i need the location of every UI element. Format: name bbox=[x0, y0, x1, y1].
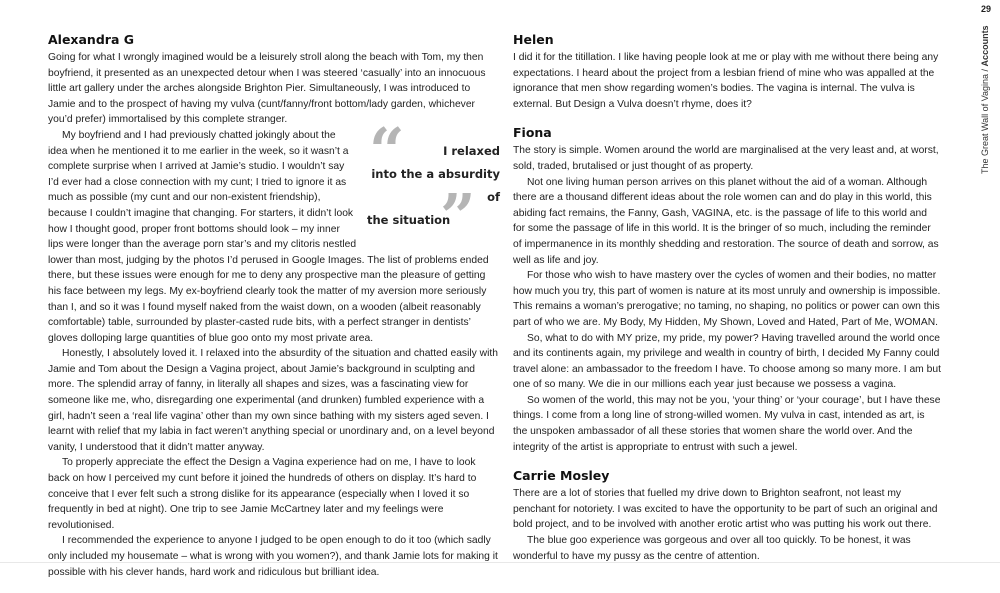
paragraph: I recommended the experience to anyone I judged to be open enough to do it too (which sadly only included my housemate – what is wrong with you women?), and thank Jamie lots for making it possible with his clever hands, hard work and ridiculous but brilliant idea. bbox=[48, 535, 498, 578]
account-heading-carrie: Carrie Mosley bbox=[513, 468, 610, 484]
paragraph: Not one living human person arrives on this planet without the aid of a woman. Although there are a thousand different ideas about the role women can and do play in this world, this abiding fact remains, the Fanny, Gash, VAGINA, etc. is the passage of life to this world and for some the passage of life in this world. It is the bringer of so much, including the reminder of impermanence in its monthly shedding and restoration. The source of death and sorrow, as well as life and joy. bbox=[513, 176, 939, 266]
paragraph: My boyfriend and I had previously chatted jokingly about the idea when he mentioned it to me earlier in the week, so it wasn’t a complete surprise when I arrived at Jamie’s studio. I wouldn’t say I’d ever had a close connection with my cunt; I tried to ignore it as much as possible (my cunt and our non-existent friendship), because I couldn’t imagine that changing. For starters, it didn’t look how I thought good, proper front bottoms should look – my inner lips were longer than the average porn star’s and my clitoris nestled lower than most, judging by the photos I’d perused in Google Images. The list of problems ended there, but these issues were enough for me to deny any prospective man the pleasure of getting his face between my legs. My ex-boyfriend clearly took the matter of my aversion more seriously than I, and so it was I found myself naked from the waist down, on a wooden (albeit reasonably comfortable) table, surrounded by plaster-casted rude bits, with a perfect stranger in dentists’ gloves dolloping large quantities of blue goo onto my most private area. bbox=[48, 129, 489, 344]
pull-quote-line: into the a absurdity of bbox=[371, 166, 500, 204]
account-heading-helen: Helen bbox=[513, 32, 554, 47]
running-head-text bbox=[980, 24, 990, 174]
paragraph: Going for what I wrongly imagined would be a leisurely stroll along the beach with Tom, my then boyfriend, it presented as an unexpected detour when I was steered ‘casually’ into an innocuous little art gallery under the arches alongside Brighton Pier. Simultaneously, I was introduced to Jamie and to the prospect of having my vulva (cunt/fanny/front bottom/lady garden, whichever you’d prefer) immortalised by this complete stranger. bbox=[48, 52, 486, 126]
paragraph: For those who wish to have mastery over the cycles of women and their bodies, no matter how much you try, this part of women is nature at its most unruly and ownership is impossible. This remains a woman’s prerogative; no taming, no shaping, no politics or power can own this part of who we are. My Body, My Hidden, My Shown, Loved and Hated, Part of Me, WOMAN. bbox=[513, 270, 941, 328]
close-quote-mark: ” bbox=[440, 179, 476, 253]
right-column bbox=[513, 32, 941, 564]
pull-quote-line: I relaxed bbox=[443, 143, 500, 158]
page-number: 29 bbox=[980, 4, 991, 14]
pull-quote-line: the situation bbox=[367, 212, 451, 227]
open-quote-mark: “ bbox=[369, 113, 405, 187]
pull-quote-text bbox=[367, 140, 500, 232]
account-heading-alexandra: Alexandra G bbox=[48, 32, 134, 47]
running-head bbox=[978, 4, 994, 184]
paragraph: The blue goo experience was gorgeous and over all too quickly. To be honest, it was wonderful to have my pussy as the centre of attention. bbox=[513, 535, 911, 562]
paragraph: Honestly, I absolutely loved it. I relaxed into the absurdity of the situation and chatted easily with Jamie and Tom about the Design a Vagina project, about Jamie’s background in sculpting and more. The splendid array of fanny, in literally all shapes and sizes, was a fascinating view for someone like me, who, disregarding one experimental (and drunken) fumbled experience with a girl, hadn’t seen a ‘real life vagina’ other than my own since bathing with my sisters aged seven. I learnt with relief that my labia in fact weren’t anything special or unordinary and, on a level beyond vanity, I understood that it didn’t matter anyway. bbox=[48, 348, 498, 453]
paragraph: To properly appreciate the effect the Design a Vagina experience had on me, I have to look back on how I perceived my cunt before it joined the hundreds of others on display. It’s hard to conceive that I ever felt such a strong dislike for its appearance (especially when I loved it so frequently in bed at night). One trip to see Jamie McCartney later and my feelings were revolutionised. bbox=[48, 457, 477, 531]
page-edge bbox=[0, 562, 1000, 563]
account-heading-fiona: Fiona bbox=[513, 125, 552, 141]
running-head-separator: / bbox=[980, 66, 990, 74]
paragraph: So, what to do with MY prize, my pride, my power? Having travelled around the world once and its continents again, my privilege and wealth in country of birth, I decided My Fanny could travel alone: an ambassador to the freedom I have. To choose among so many more. I am but one of so many. We die in our millions each year just because we possess a vagina. bbox=[513, 332, 941, 391]
paragraph: There are a lot of stories that fuelled my drive down to Brighton seafront, not least my penchant for notoriety. I was excited to have the opportunity to be part of such an original and bold project, and to be involved with another erotic artist who was putting his work out there. bbox=[513, 488, 938, 531]
paragraph: So women of the world, this may not be you, ‘your thing’ or ‘your courage’, but I have these things. I come from a long line of strong-willed women. My vulva in cast, intended as art, is the unspoken ambassador of all these stories that women share the world over. And the integrity of the artist is appropriate to entrust with such a jewel. bbox=[513, 394, 941, 453]
left-column bbox=[48, 32, 500, 580]
pull-quote bbox=[367, 113, 500, 253]
running-head-book: The Great Wall of Vagina bbox=[980, 73, 990, 174]
paragraph: I did it for the titillation. I like having people look at me or play with me without there being any expectations. I heard about the project from a lesbian friend of mine who was appalled at the ignorance that men show regarding women’s bodies. The vagina is internal. The vulva is external. But Design a Vulva doesn’t rhyme, does it? bbox=[513, 52, 939, 110]
running-head-section: Accounts bbox=[980, 25, 990, 67]
paragraph: The story is simple. Women around the world are marginalised at the very least and, at worst, sold, traded, brutalised or just thought of as property. bbox=[513, 145, 939, 172]
